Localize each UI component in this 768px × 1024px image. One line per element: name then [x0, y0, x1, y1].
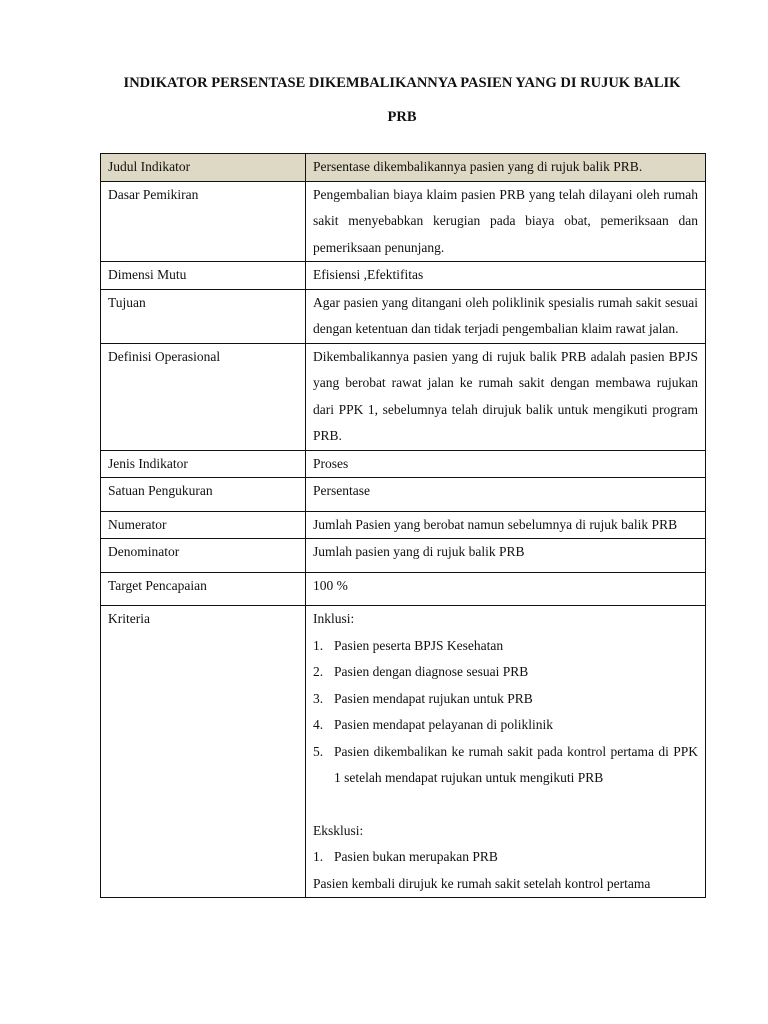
label-dimensi-mutu: Dimensi Mutu: [101, 262, 306, 290]
list-item: [313, 712, 698, 739]
row-definisi-operasional: [101, 343, 706, 450]
label-kriteria: Kriteria: [101, 606, 306, 898]
label-tujuan: Tujuan: [101, 289, 306, 343]
row-numerator: [101, 511, 706, 539]
row-judul-indikator: [101, 154, 706, 182]
row-jenis-indikator: [101, 450, 706, 478]
eksklusi-trailing-text: Pasien kembali dirujuk ke rumah sakit setelah kontrol pertama: [313, 875, 651, 891]
list-item: [313, 659, 698, 686]
list-text: Pasien mendapat pelayanan di poliklinik: [334, 717, 553, 732]
spacer: [313, 792, 698, 818]
list-number: 1.: [313, 849, 324, 864]
value-kriteria: [306, 606, 706, 898]
list-number: 4.: [313, 717, 324, 732]
title-line-1: INDIKATOR PERSENTASE DIKEMBALIKANNYA PASIEN YANG DI RUJUK BALIK: [123, 75, 681, 91]
title-line-2: PRB: [387, 109, 417, 125]
inklusi-list: [313, 633, 698, 792]
value-judul-indikator: Persentase dikembalikannya pasien yang di rujuk balik PRB.: [306, 154, 706, 182]
eksklusi-list: [313, 844, 698, 871]
label-definisi-operasional: Definisi Operasional: [101, 343, 306, 450]
label-denominator: Denominator: [101, 539, 306, 573]
list-item: [313, 844, 698, 871]
list-number: 3.: [313, 690, 324, 706]
row-dasar-pemikiran: [101, 181, 706, 262]
row-denominator: [101, 539, 706, 573]
label-judul-indikator: Judul Indikator: [101, 154, 306, 182]
document-title: [100, 66, 704, 134]
list-number: 5.: [313, 743, 324, 759]
label-target-pencapaian: Target Pencapaian: [101, 572, 306, 606]
list-text: Pasien dengan diagnose sesuai PRB: [334, 664, 529, 679]
indicator-table: [100, 153, 706, 898]
list-text: Pasien mendapat rujukan untuk PRB: [334, 690, 533, 706]
row-kriteria: [101, 606, 706, 898]
label-satuan-pengukuran: Satuan Pengukuran: [101, 478, 306, 512]
eksklusi-heading: Eksklusi:: [313, 822, 364, 838]
label-jenis-indikator: Jenis Indikator: [101, 450, 306, 478]
list-text: Pasien peserta BPJS Kesehatan: [334, 637, 504, 653]
row-tujuan: [101, 289, 706, 343]
inklusi-heading: Inklusi:: [313, 611, 355, 626]
row-satuan-pengukuran: [101, 478, 706, 512]
row-target-pencapaian: [101, 572, 706, 606]
list-item: [313, 686, 698, 713]
label-dasar-pemikiran: Dasar Pemikiran: [101, 181, 306, 262]
label-numerator: Numerator: [101, 511, 306, 539]
list-number: 1.: [313, 637, 324, 653]
list-item: [313, 739, 698, 792]
value-numerator: Jumlah Pasien yang berobat namun sebelumnya di rujuk balik PRB: [306, 511, 706, 539]
value-target-pencapaian: 100 %: [306, 572, 706, 606]
value-dimensi-mutu: Efisiensi ,Efektifitas: [306, 262, 706, 290]
row-dimensi-mutu: [101, 262, 706, 290]
list-item: [313, 633, 698, 660]
list-text: Pasien dikembalikan ke rumah sakit pada kontrol pertama di PPK 1 setelah mendapat rujukan untuk mengikuti PRB: [334, 743, 698, 785]
value-dasar-pemikiran: Pengembalian biaya klaim pasien PRB yang telah dilayani oleh rumah sakit menyebabkan kerugian pada biaya obat, pemeriksaan dan pemeriksaan penunjang.: [306, 181, 706, 262]
value-denominator: Jumlah pasien yang di rujuk balik PRB: [306, 539, 706, 573]
value-jenis-indikator: Proses: [306, 450, 706, 478]
value-satuan-pengukuran: Persentase: [306, 478, 706, 512]
value-tujuan: Agar pasien yang ditangani oleh poliklinik spesialis rumah sakit sesuai dengan ketentuan dan tidak terjadi pengembalian klaim rawat jalan.: [306, 289, 706, 343]
value-definisi-operasional: Dikembalikannya pasien yang di rujuk balik PRB adalah pasien BPJS yang berobat rawat jalan ke rumah sakit dengan membawa rujukan dari PPK 1, sebelumnya telah dirujuk balik untuk mengikuti program PRB.: [306, 343, 706, 450]
list-number: 2.: [313, 664, 324, 679]
list-text: Pasien bukan merupakan PRB: [334, 849, 498, 864]
